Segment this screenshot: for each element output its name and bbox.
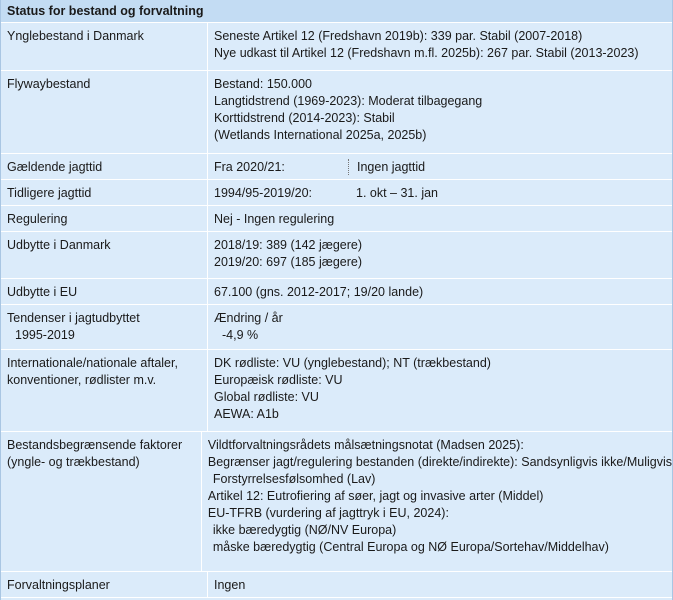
table-header: Status for bestand og forvaltning [1, 0, 672, 23]
row-udbytte-eu [1, 279, 672, 305]
value-line: Korttidstrend (2014-2023): Stabil [214, 111, 395, 125]
row-label [1, 305, 208, 349]
row-label: Tidligere jagttid [1, 180, 208, 205]
value-line: EU-TFRB (vurdering af jagttryk i EU, 2024): [207, 506, 449, 520]
label-line: (yngle- og trækbestand) [7, 455, 140, 469]
value-line: Begrænser jagt/regulering bestanden (direkte/indirekte): Sandsynligvis ikke/Muligvis [207, 455, 672, 469]
value-line: måske bæredygtig (Central Europa og NØ Europa/Sortehav/Middelhav) [212, 540, 609, 554]
row-value [208, 350, 672, 431]
value-line: Ændring / år [214, 311, 283, 325]
row-flywaybestand [1, 71, 672, 154]
row-label: Flywaybestand [1, 71, 208, 153]
value-period: 1994/95-2019/20: [214, 186, 313, 200]
row-value [208, 23, 672, 70]
value-jagttid: Ingen jagttid [357, 160, 426, 174]
value-line: Vildtforvaltningsrådets målsætningsnotat (Madsen 2025): [207, 438, 524, 452]
row-label: Forvaltningsplaner [1, 572, 208, 597]
row-value: Ingen [214, 578, 246, 592]
value-line: 2018/19: 389 (142 jægere) [214, 238, 363, 252]
value-from: Fra 2020/21: [214, 159, 349, 175]
row-value [208, 305, 672, 349]
value-line: Forstyrrelsesfølsomhed (Lav) [212, 472, 376, 486]
row-gaeldende-jagttid [1, 154, 672, 180]
value-line: Europæisk rødliste: VU [214, 373, 343, 387]
row-label: Regulering [1, 206, 208, 231]
label-line: Bestandsbegrænsende faktorer [7, 438, 183, 452]
value-line: 2019/20: 697 (185 jægere) [214, 255, 363, 269]
value-line: Bestand: 150.000 [214, 77, 312, 91]
label-line: konventioner, rødlister m.v. [7, 373, 157, 387]
value-jagttid: 1. okt – 31. jan [356, 186, 439, 200]
row-label: Ynglebestand i Danmark [1, 23, 208, 70]
row-value: Nej - Ingen regulering [214, 212, 335, 226]
row-label: Udbytte i EU [1, 279, 208, 304]
row-label [1, 432, 202, 571]
row-label: Udbytte i Danmark [1, 232, 208, 278]
row-value [202, 432, 672, 571]
row-aftaler [1, 350, 672, 432]
row-forvaltningsplaner [1, 572, 672, 598]
row-value [208, 232, 672, 278]
value-line: AEWA: A1b [214, 407, 279, 421]
value-line: -4,9 % [222, 328, 259, 342]
value-line: ikke bæredygtig (NØ/NV Europa) [212, 523, 397, 537]
label-line: Tendenser i jagtudbyttet [7, 311, 140, 325]
row-tendenser [1, 305, 672, 350]
row-faktorer [1, 432, 672, 572]
value-line: DK rødliste: VU (ynglebestand); NT (trækbestand) [214, 356, 491, 370]
row-regulering [1, 206, 672, 232]
row-value [208, 180, 672, 205]
row-label: Gældende jagttid [1, 154, 208, 179]
value-line: Seneste Artikel 12 (Fredshavn 2019b): 339 par. Stabil (2007-2018) [214, 29, 583, 43]
row-udbytte-dk [1, 232, 672, 279]
row-value [208, 154, 672, 179]
row-value: 67.100 (gns. 2012-2017; 19/20 lande) [214, 285, 424, 299]
row-label [1, 350, 208, 431]
value-line: Global rødliste: VU [214, 390, 319, 404]
value-line: Langtidstrend (1969-2023): Moderat tilbagegang [214, 94, 483, 108]
label-line: Internationale/nationale aftaler, [7, 356, 178, 370]
value-line: Artikel 12: Eutrofiering af søer, jagt og invasive arter (Middel) [207, 489, 544, 503]
value-line: Nye udkast til Artikel 12 (Fredshavn m.fl. 2025b): 267 par. Stabil (2013-2023) [214, 46, 639, 60]
row-tidligere-jagttid [1, 180, 672, 206]
label-line: 1995-2019 [15, 328, 75, 342]
row-value [208, 71, 672, 153]
value-line: (Wetlands International 2025a, 2025b) [214, 128, 427, 142]
row-ynglebestand [1, 23, 672, 71]
